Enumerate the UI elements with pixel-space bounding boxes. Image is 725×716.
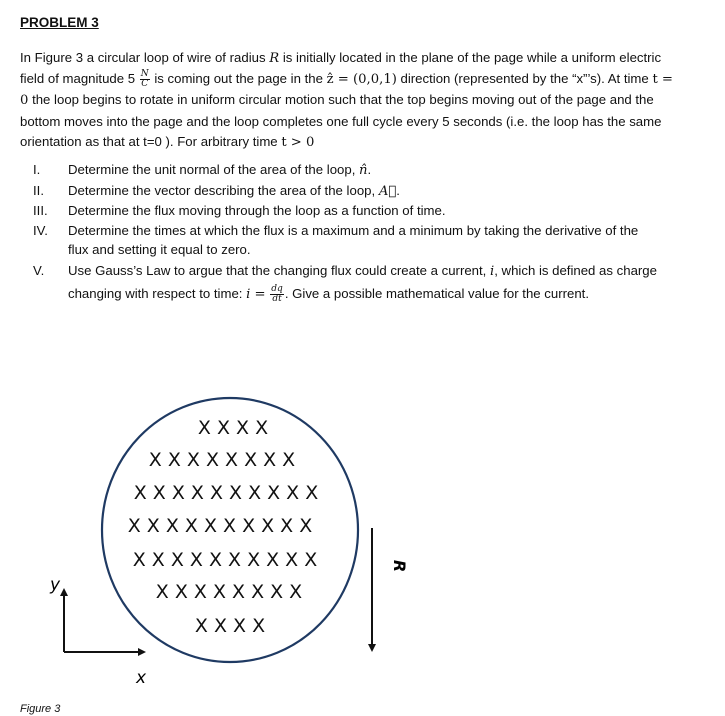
field-markers <box>128 417 319 637</box>
x-axis-label: x <box>136 668 147 688</box>
problem-intro: In Figure 3 a circular loop of wire of radius R is initially located in the plane of the page while a uniform electric field of magnitude 5 $\frac{N}{C}$ is coming out the page in the ẑ = (0,0,1) direction (represented by the “x”’s). At time t = 0 the loop begins to rotate in uniform circular motion such that the top begins moving out of the page and the bottom moves into the page and the loop completes one full cycle every 5 seconds (i.e. the loop has the same orientation as that at t=0 ). For arbitrary time t > 0 <box>20 50 673 150</box>
question-item: II. Determine the vector describing the area of the loop, A⃗. <box>33 182 400 199</box>
dq-dt-fraction: $\frac{dq}{dt}$ <box>271 283 283 304</box>
field-row: X X X X X X X X <box>155 581 303 603</box>
field-row: X X X X X X X X X X <box>132 549 318 571</box>
field-row: X X X X X X X X <box>148 449 296 471</box>
question-item: III. Determine the flux moving through the loop as a function of time. <box>33 203 446 218</box>
unit-fraction: $\frac{N}{C}$ <box>140 69 149 90</box>
problem-title: PROBLEM 3 <box>20 15 99 30</box>
field-row: X X X X X X X X X X <box>127 515 313 537</box>
field-row: X X X X X X X X X X <box>133 482 319 504</box>
field-row: X X X X <box>194 615 266 637</box>
radius-indicator <box>372 528 409 648</box>
radius-label: R <box>390 559 409 573</box>
figure-caption: Figure 3 <box>20 703 61 715</box>
question-item: I. Determine the unit normal of the area of the loop, n̂. <box>33 162 372 178</box>
field-row: X X X X <box>197 417 269 439</box>
question-item: IV. Determine the times at which the flux is a maximum and a minimum by taking the derivative of the flux and setting it equal to zero. <box>33 222 639 257</box>
question-item: V. Use Gauss’s Law to argue that the changing flux could create a current, i, which is defined as charge changing with respect to time: i = $\frac{dq}{dt}$ . Give a possible mathematical value for the current. <box>33 262 657 304</box>
y-axis-label: y <box>50 575 61 595</box>
axes <box>49 575 147 688</box>
